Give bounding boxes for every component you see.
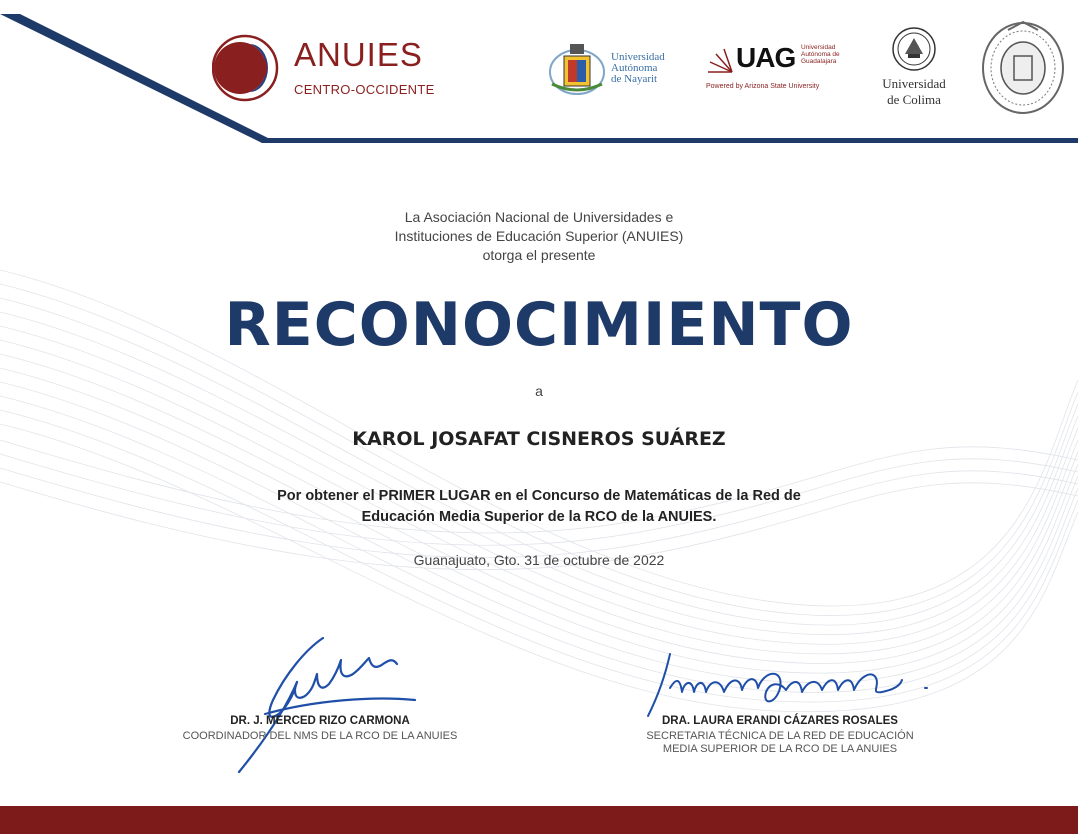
uan-line: Autónoma: [611, 62, 658, 74]
uan-line: Universidad: [611, 51, 665, 63]
uag-line: Guadalajara: [801, 58, 837, 65]
uag-name: [801, 44, 840, 65]
seal-emblem-icon: [978, 18, 1068, 118]
reason-line: Educación Media Superior de la RCO de la ANUIES.: [361, 509, 717, 525]
uag-acronym: UAG: [736, 42, 796, 73]
uan-shield-icon: [548, 38, 606, 98]
intro-line: La Asociación Nacional de Universidades e: [404, 209, 674, 225]
uan-logo: [548, 38, 688, 98]
anuies-emblem-icon: [212, 32, 282, 104]
signer-role-line: MEDIA SUPERIOR DE LA RCO DE LA ANUIES: [662, 743, 898, 755]
uag-logo: [706, 42, 856, 94]
intro-text: [0, 208, 1078, 265]
colima-line: Universidad: [882, 76, 946, 91]
signature-left-image: [225, 630, 425, 780]
signer-role-line: SECRETARIA TÉCNICA DE LA RED DE EDUCACIÓN: [646, 730, 914, 742]
uag-line: Universidad: [801, 44, 836, 51]
intro-line: Instituciones de Educación Superior (ANUIES): [394, 228, 684, 244]
colima-logo: [868, 26, 960, 112]
colima-line: de Colima: [887, 92, 941, 107]
anuies-region: CENTRO-OCCIDENTE: [294, 82, 435, 97]
uan-name: [611, 52, 665, 85]
signer-name: DR. J. MERCED RIZO CARMONA: [230, 715, 410, 727]
preposition-text: a: [535, 383, 543, 399]
place-date: Guanajuato, Gto. 31 de octubre de 2022: [413, 552, 665, 568]
anuies-name: ANUIES: [294, 36, 423, 73]
award-reason: [0, 486, 1078, 528]
signer-role-line: COORDINADOR DEL NMS DE LA RCO DE LA ANUIES: [182, 730, 458, 742]
signature-block-right: [580, 715, 980, 756]
intro-line: otorga el presente: [482, 247, 596, 263]
colima-name: [868, 76, 960, 108]
signature-block-left: [120, 715, 520, 743]
signer-role: [120, 730, 520, 743]
signer-name: DRA. LAURA ERANDI CÁZARES ROSALES: [662, 715, 898, 727]
certificate-title: RECONOCIMIENTO: [224, 290, 854, 360]
uan-line: de Nayarit: [611, 73, 658, 85]
footer-bar: [0, 806, 1078, 834]
uag-rays-icon: [706, 44, 734, 80]
university-seal-logo: [978, 18, 1068, 118]
colima-seal-icon: [891, 26, 937, 72]
uag-powered-by: Powered by Arizona State University: [706, 83, 820, 90]
uag-line: Autónoma de: [801, 51, 840, 58]
recipient-name: KAROL JOSAFAT CISNEROS SUÁREZ: [352, 428, 726, 450]
anuies-logo: [212, 32, 442, 104]
reason-line: Por obtener el PRIMER LUGAR en el Concurso de Matemáticas de la Red de: [277, 488, 801, 504]
signer-role: [580, 730, 980, 756]
